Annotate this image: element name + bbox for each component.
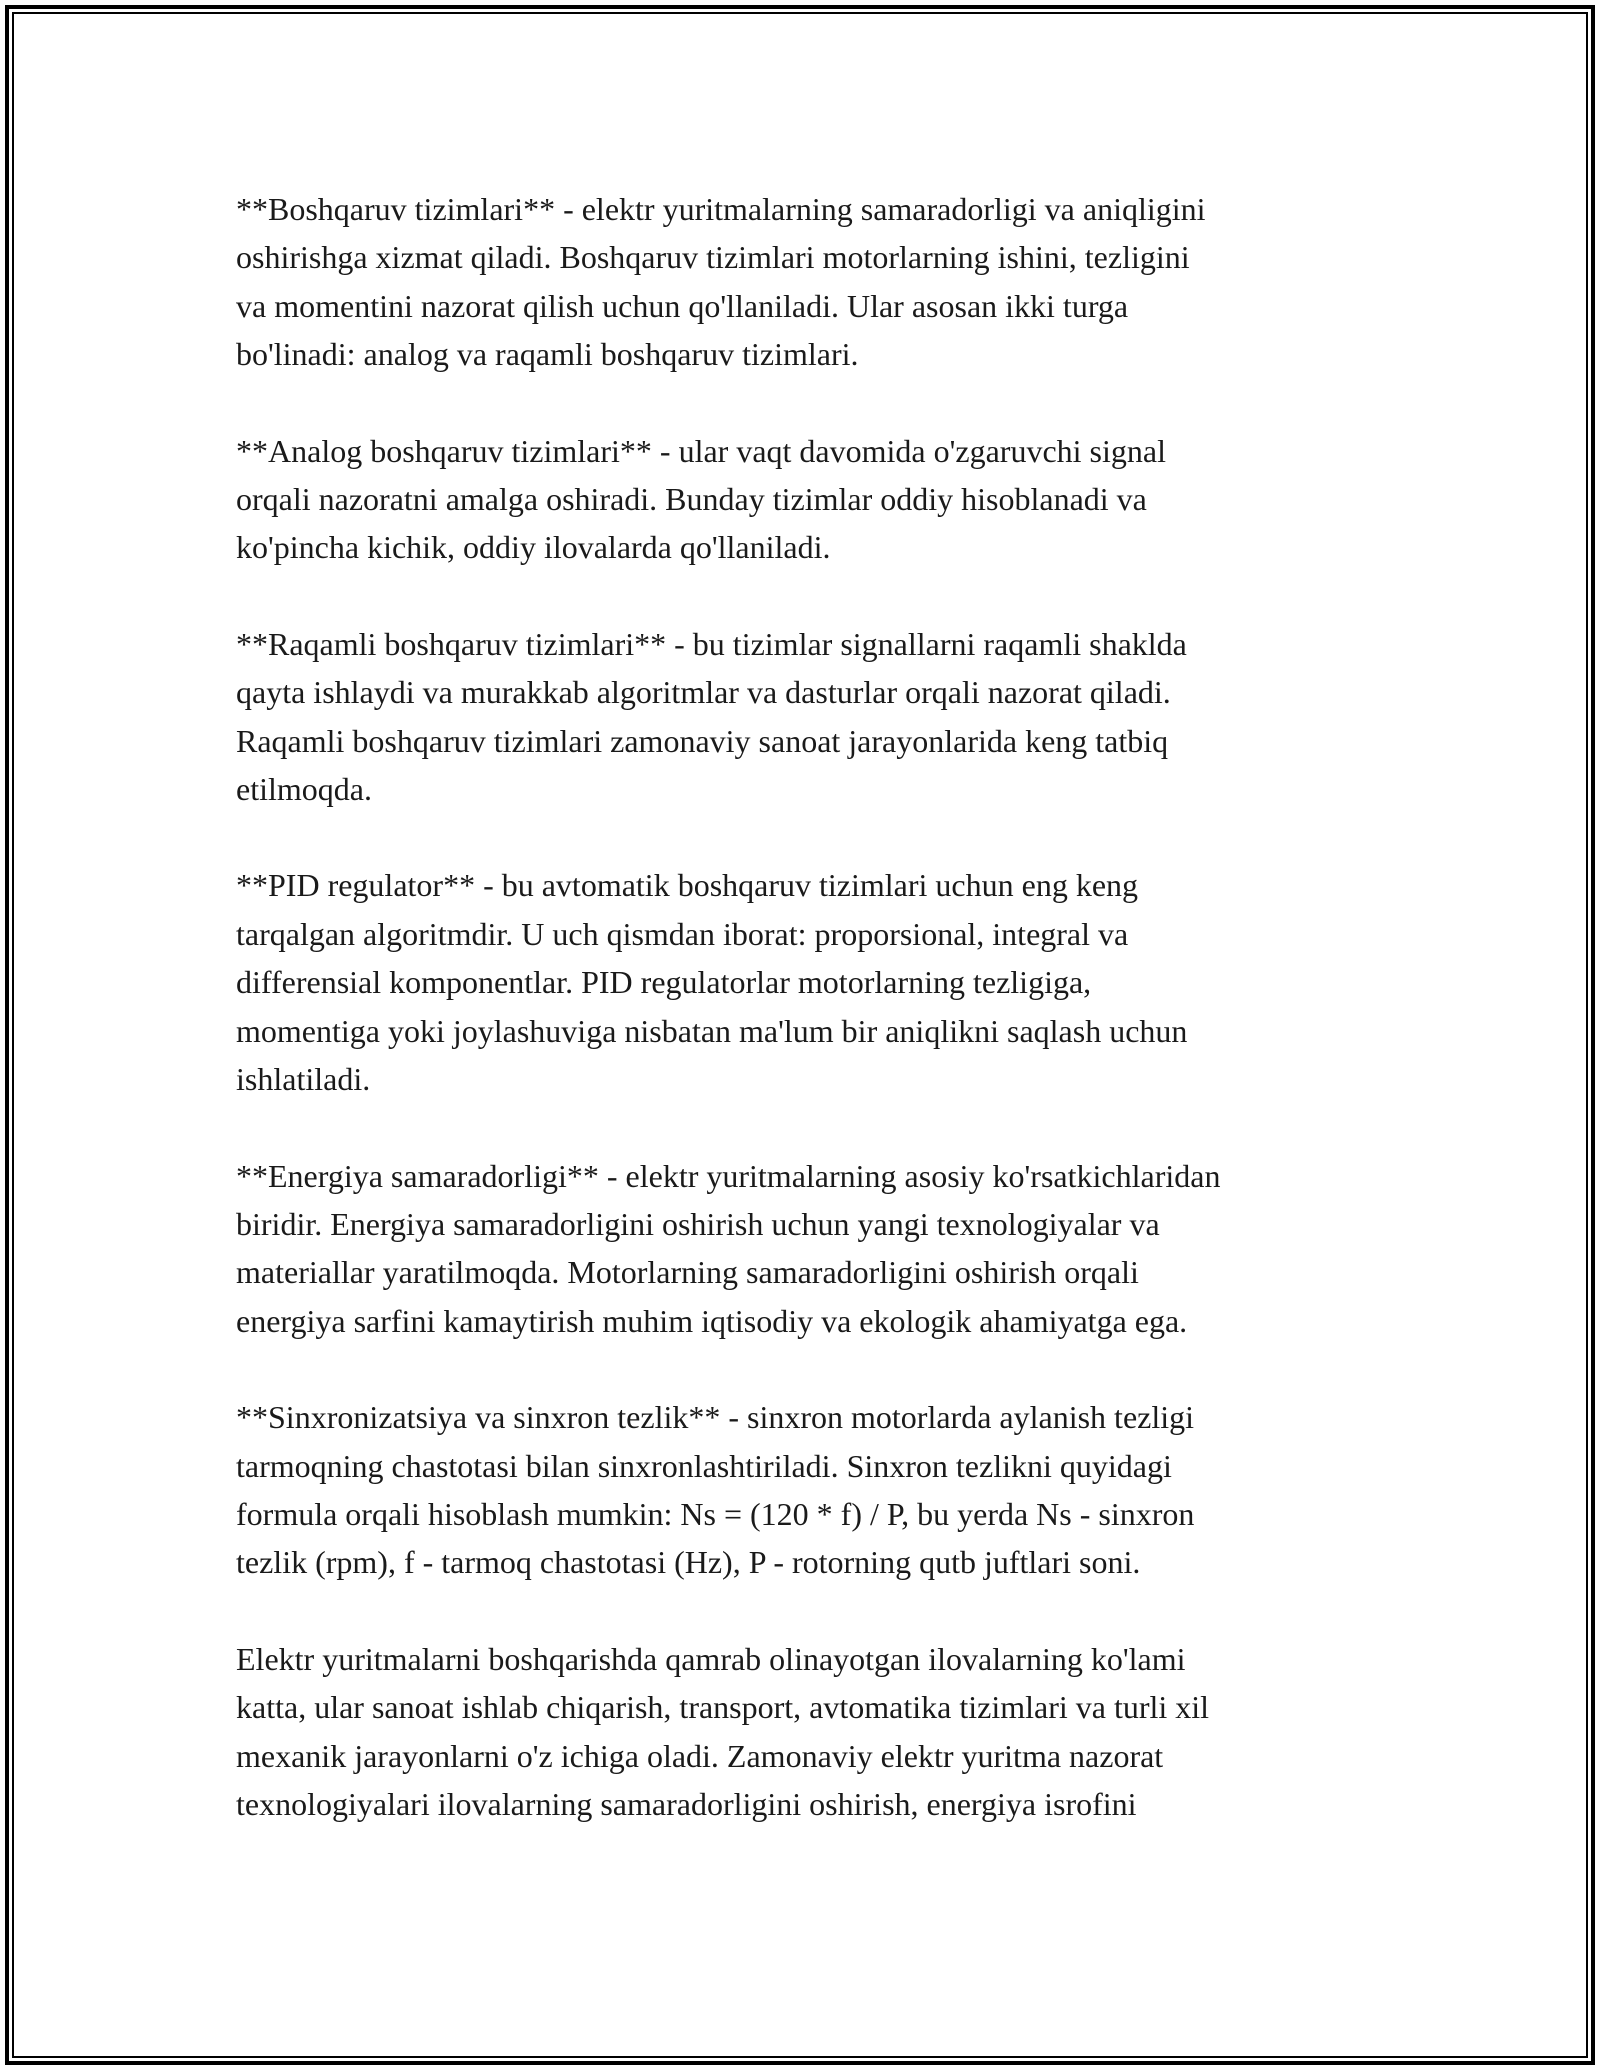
paragraph-analog-boshqaruv: **Analog boshqaruv tizimlari** - ular vaqt davomida o'zgaruvchi signal orqali nazoratni amalga oshiradi. Bunday tizimlar oddiy hisoblanadi va ko'pincha kichik, oddiy ilovalarda qo'llaniladi. xyxy=(236,432,1166,566)
paragraph-pid-regulator: **PID regulator** - bu avtomatik boshqaruv tizimlari uchun eng keng tarqalgan algoritmdir. U uch qismdan iborat: proporsional, integral va differensial komponentlar. PID regulatorlar motorlarning tezligiga, momentiga yoki joylashuviga nisbatan ma'lum bir aniqlikni saqlash uchun ishlatiladi. xyxy=(236,867,1188,1098)
paragraph-boshqaruv-tizimlari: **Boshqaruv tizimlari** - elektr yuritmalarning samaradorligi va aniqligini oshirishga xizmat qiladi. Boshqaruv tizimlari motorlarning ishini, tezligini va momentini nazorat qilish uchun qo'llaniladi. Ular asosan ikki turga bo'linadi: analog va raqamli boshqaruv tizimlari. xyxy=(236,191,1206,373)
paragraph-elektr-yuritmalar-ilovalari: Elektr yuritmalarni boshqarishda qamrab olinayotgan ilovalarning ko'lami katta, ular sanoat ishlab chiqarish, transport, avtomatika tizimlari va turli xil mexanik jarayonlarni o'z ichiga oladi. Zamonaviy elektr yuritma nazorat texnologiyalari ilovalarning samaradorligini oshirish, energiya isrofini xyxy=(236,1640,1210,1822)
paragraph-energiya-samaradorligi: **Energiya samaradorligi** - elektr yuritmalarning asosiy ko'rsatkichlaridan biridir. Energiya samaradorligini oshirish uchun yangi texnologiyalar va materiallar yaratilmoqda. Motorlarning samaradorligini oshirish orqali energiya sarfini kamaytirish muhim iqtisodiy va ekologik ahamiyatga ega. xyxy=(236,1157,1221,1339)
document-body xyxy=(236,185,1376,1876)
paragraph-sinxronizatsiya: **Sinxronizatsiya va sinxron tezlik** - sinxron motorlarda aylanish tezligi tarmoqning chastotasi bilan sinxronlashtiriladi. Sinxron tezlikni quyidagi formula orqali hisoblash mumkin: Ns = (120 * f) / P, bu yerda Ns - sinxron tezlik (rpm), f - tarmoq chastotasi (Hz), P - rotorning qutb juftlari soni. xyxy=(236,1399,1195,1581)
paragraph-raqamli-boshqaruv: **Raqamli boshqaruv tizimlari** - bu tizimlar signallarni raqamli shaklda qayta ishlaydi va murakkab algoritmlar va dasturlar orqali nazorat qiladi. Raqamli boshqaruv tizimlari zamonaviy sanoat jarayonlarida keng tatbiq etilmoqda. xyxy=(236,625,1187,808)
